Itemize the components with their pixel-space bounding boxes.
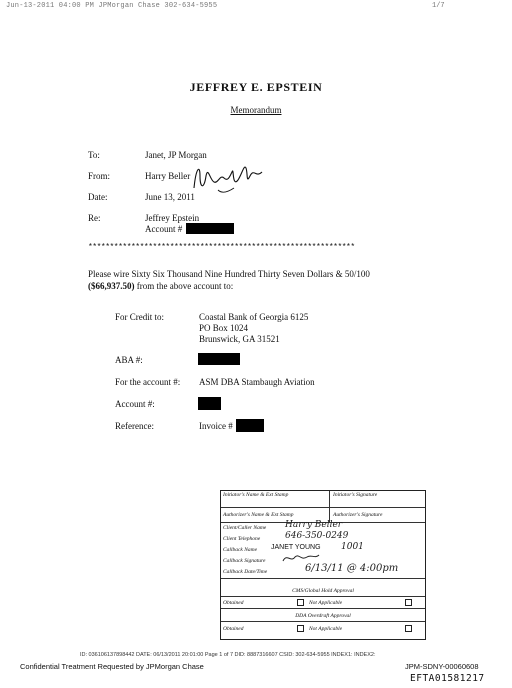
handwritten-signature — [188, 158, 268, 196]
obtained-label-2: Obtained — [223, 626, 244, 632]
stamp-row-initiator — [221, 491, 425, 508]
date-label: Date: — [88, 192, 108, 202]
fax-metadata-footer: ID: 036106137898442 DATE: 06/13/2011 20:01:00 Page 1 of 7 DID: 8887316607 CSID: 302-634-5955 INDEX1: INDEX2: — [80, 652, 376, 658]
callback-extension: 1001 — [341, 542, 364, 552]
account-label: Account #: — [115, 399, 155, 409]
caller-name-label: Client/Caller Name — [223, 525, 267, 531]
stamp-divider — [221, 578, 425, 579]
fax-header-line: Jun-13-2011 04:00 PM JPMorgan Chase 302-634-5955 — [6, 2, 218, 10]
instruction-line-1: Please wire Sixty Six Thousand Nine Hundred Thirty Seven Dollars & 50/100 — [88, 269, 370, 279]
not-applicable-label-2: Not Applicable — [309, 626, 343, 632]
callback-date-label: Callback Date/Time — [223, 569, 268, 575]
credit-label: For Credit to: — [115, 312, 164, 322]
aba-label: ABA #: — [115, 355, 143, 365]
redaction-box — [198, 353, 240, 365]
redaction-box — [236, 419, 264, 432]
instruction-amount: ($66,937.50) — [88, 281, 135, 291]
stamp-divider — [221, 608, 425, 609]
credit-line-3: Brunswick, GA 31521 — [199, 334, 280, 344]
reference-value: Invoice # — [199, 421, 233, 431]
from-label: From: — [88, 171, 111, 181]
reference-label: Reference: — [115, 421, 154, 431]
wire-instruction — [88, 268, 428, 292]
caller-name-value: Harry Beller — [285, 520, 343, 530]
for-account-label: For the account #: — [115, 377, 181, 387]
instruction-line-2: from the above account to: — [136, 281, 234, 291]
obtained-label-1: Obtained — [223, 600, 244, 606]
document-subtitle: Memorandum — [230, 105, 282, 115]
to-label: To: — [88, 150, 100, 160]
to-value: Janet, JP Morgan — [145, 150, 207, 160]
from-value: Harry Beller — [145, 171, 191, 181]
dda-approval-label: DDA Overdraft Approval — [295, 613, 351, 619]
document-title: JEFFREY E. EPSTEIN — [189, 80, 323, 94]
approval-stamp — [220, 490, 426, 640]
for-account-value: ASM DBA Stambaugh Aviation — [199, 377, 315, 387]
stamp-divider — [221, 621, 425, 622]
credit-line-1: Coastal Bank of Georgia 6125 — [199, 312, 309, 322]
date-value: June 13, 2011 — [145, 192, 195, 202]
sdny-stamp: JPM-SDNY-00060608 — [405, 662, 479, 671]
stamp-divider — [329, 491, 330, 523]
separator-line: ************************************************************** — [88, 243, 355, 252]
obtained-checkbox-2[interactable] — [297, 625, 304, 632]
re-value: Jeffrey Epstein — [145, 213, 200, 223]
redaction-box — [198, 397, 221, 410]
telephone-value: 646-350-0249 — [285, 531, 349, 541]
cms-approval-label: CMS/Global Hold Approval — [292, 588, 354, 594]
not-applicable-checkbox-1[interactable] — [405, 599, 412, 606]
credit-line-2: PO Box 1024 — [199, 323, 249, 333]
bates-number: EFTA01581217 — [410, 673, 485, 684]
confidential-notice: Confidential Treatment Requested by JPMorgan Chase — [20, 662, 204, 671]
telephone-label: Client Telephone — [223, 536, 261, 542]
stamp-divider — [221, 596, 425, 597]
fax-page-number: 1/7 — [432, 2, 445, 10]
obtained-checkbox-1[interactable] — [297, 599, 304, 606]
callback-name-label: Callback Name — [223, 547, 258, 553]
not-applicable-checkbox-2[interactable] — [405, 625, 412, 632]
authorizer-name-label: Authorizer's Name & Ext Stamp — [223, 512, 294, 518]
not-applicable-label-1: Not Applicable — [309, 600, 343, 606]
re-account-label: Account # — [145, 224, 183, 234]
callback-date-value: 6/13/11 @ 4:00pm — [305, 563, 399, 574]
authorizer-signature-label: Authorizer's Signature — [333, 512, 383, 518]
initiator-name-label: Initiator's Name & Ext Stamp — [223, 492, 289, 498]
callback-name-value: JANET YOUNG — [271, 544, 321, 551]
callback-signature-label: Callback Signature — [223, 558, 266, 564]
re-label: Re: — [88, 213, 101, 223]
initiator-signature-label: Initiator's Signature — [333, 492, 378, 498]
redaction-box — [186, 223, 234, 234]
